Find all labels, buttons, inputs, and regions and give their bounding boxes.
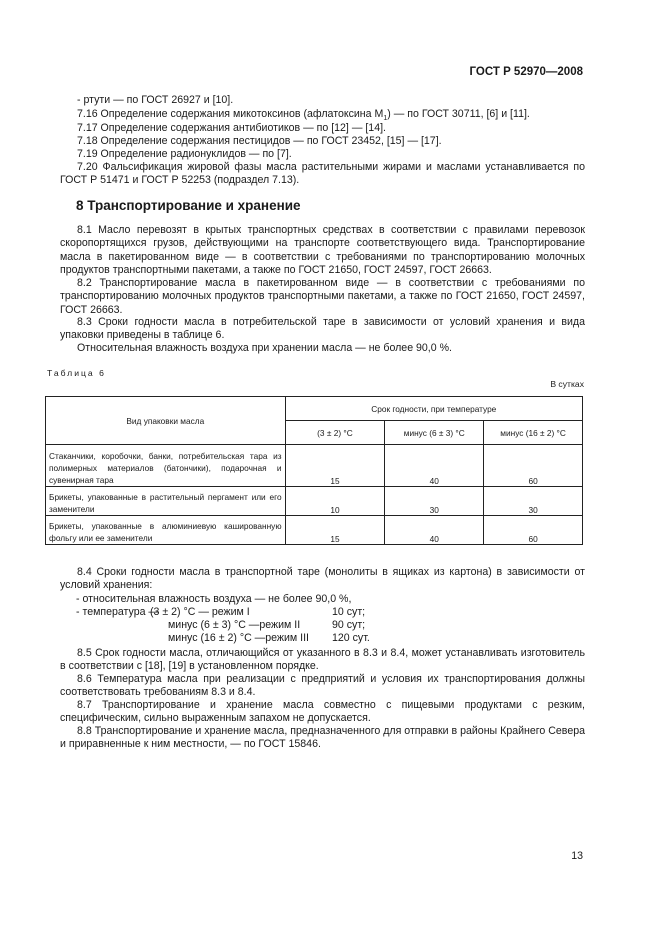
line-mercury: - ртути — по ГОСТ 26927 и [10].	[77, 94, 234, 106]
table-row	[46, 487, 583, 516]
section-title: 8 Транспортирование и хранение	[76, 198, 301, 213]
table-unit: В сутках	[550, 379, 584, 389]
paragraph-8-3: 8.3 Сроки годности масла в потребительской таре в зависимости от условий хранения и вида упаковки приведены в таблице 6.	[60, 316, 585, 342]
paragraph-8-7: 8.7 Транспортирование и хранение масла совместно с пищевыми продуктами с резким, специфическим, сильно выраженным запахом не допускается.	[60, 699, 585, 725]
condition-humidity: - относительная влажность воздуха — не более 90,0 %,	[76, 593, 352, 605]
paragraph-8-8: 8.8 Транспортирование и хранение масла, предназначенного для отправки в районы Крайнего Севера и приравненные к ним местности, — по ГОСТ 15846.	[60, 725, 585, 751]
cell-value: 30	[385, 487, 484, 516]
cell-value: 40	[385, 445, 484, 487]
paragraph-8-2: 8.2 Транспортирование масла в пакетированном виде — в соответствии с требованиями по транспортированию молочных продуктов транспортными пакетами, а также по ГОСТ 21650, ГОСТ 24597, ГОСТ 26663.	[60, 277, 585, 316]
header-temp-1: (3 ± 2) °C	[285, 421, 385, 445]
line-mycotoxins: 7.16 Определение содержания микотоксинов (афлатоксина $M_1$) — по ГОСТ 30711, [6] и [11].	[77, 108, 530, 123]
header-packaging: Вид упаковки масла	[46, 397, 286, 445]
shelf-life-table	[45, 396, 583, 545]
header-temp-2: минус (6 ± 3) °C	[385, 421, 484, 445]
mode-1-days: 10 сут;	[332, 606, 366, 618]
header-shelf-life: Срок годности, при температуре	[285, 397, 582, 421]
mode-2-label: минус (6 ± 3) °C —режим II	[168, 619, 301, 631]
mode-3-label: минус (16 ± 2) °C —режим III	[168, 632, 309, 644]
cell-value: 10	[285, 487, 385, 516]
paragraph-8-4: 8.4 Сроки годности масла в транспортной таре (монолиты в ящиках из картона) в зависимости от условий хранения:	[60, 566, 585, 592]
line-pesticides: 7.18 Определение содержания пестицидов — по ГОСТ 23452, [15] — [17].	[77, 135, 442, 147]
paragraph-8-6: 8.6 Температура масла при реализации с предприятий и условия их транспортирования должны соответствовать требованиям 8.3 и 8.4.	[60, 673, 585, 699]
cell-value: 15	[285, 445, 385, 487]
condition-temp-prefix: - температура —	[76, 606, 160, 618]
cell-packaging: Стаканчики, коробочки, банки, потребительская тара из полимерных материалов (батончики), подарочная и сувенирная тара	[46, 445, 286, 487]
paragraph-7-20: 7.20 Фальсификация жировой фазы масла растительными жирами и маслами устанавливается по ГОСТ Р 51471 и ГОСТ Р 52253 (подраздел 7.13).	[60, 161, 585, 187]
cell-packaging: Брикеты, упакованные в алюминиевую кашированную фольгу или ее заменители	[46, 516, 286, 545]
document-header: ГОСТ Р 52970—2008	[469, 66, 583, 78]
table-row	[46, 445, 583, 487]
cell-packaging: Брикеты, упакованные в растительный пергамент или его заменители	[46, 487, 286, 516]
cell-value: 60	[484, 516, 583, 545]
table-row	[46, 516, 583, 545]
cell-value: 40	[385, 516, 484, 545]
paragraph-humidity: Относительная влажность воздуха при хранении масла — не более 90,0 %.	[77, 342, 452, 354]
cell-value: 30	[484, 487, 583, 516]
paragraph-8-1: 8.1 Масло перевозят в крытых транспортных средствах в соответствии с правилами перевозок скоропортящихся грузов, действующими на транспорте соответствующего вида. Транспортирование масла в пакетированном виде — в соответствии с требованиями по транспортированию молочных продуктов транспортными пакетами, а также по ГОСТ 21650, ГОСТ 24597, ГОСТ 26663.	[60, 224, 585, 276]
page-number: 13	[571, 850, 583, 862]
table-caption: Таблица 6	[47, 368, 106, 378]
header-temp-3: минус (16 ± 2) °C	[484, 421, 583, 445]
mode-1-label: (3 ± 2) °C — режим I	[150, 606, 250, 618]
line-antibiotics: 7.17 Определение содержания антибиотиков — по [12] — [14].	[77, 122, 386, 134]
cell-value: 15	[285, 516, 385, 545]
mode-2-days: 90 сут;	[332, 619, 366, 631]
cell-value: 60	[484, 445, 583, 487]
paragraph-8-5: 8.5 Срок годности масла, отличающийся от указанного в 8.3 и 8.4, может устанавливать изготовитель в соответствии с [18], [19] в установленном порядке.	[60, 647, 585, 673]
line-radionuclides: 7.19 Определение радионуклидов — по [7].	[77, 148, 292, 160]
mode-3-days: 120 сут.	[332, 632, 370, 644]
